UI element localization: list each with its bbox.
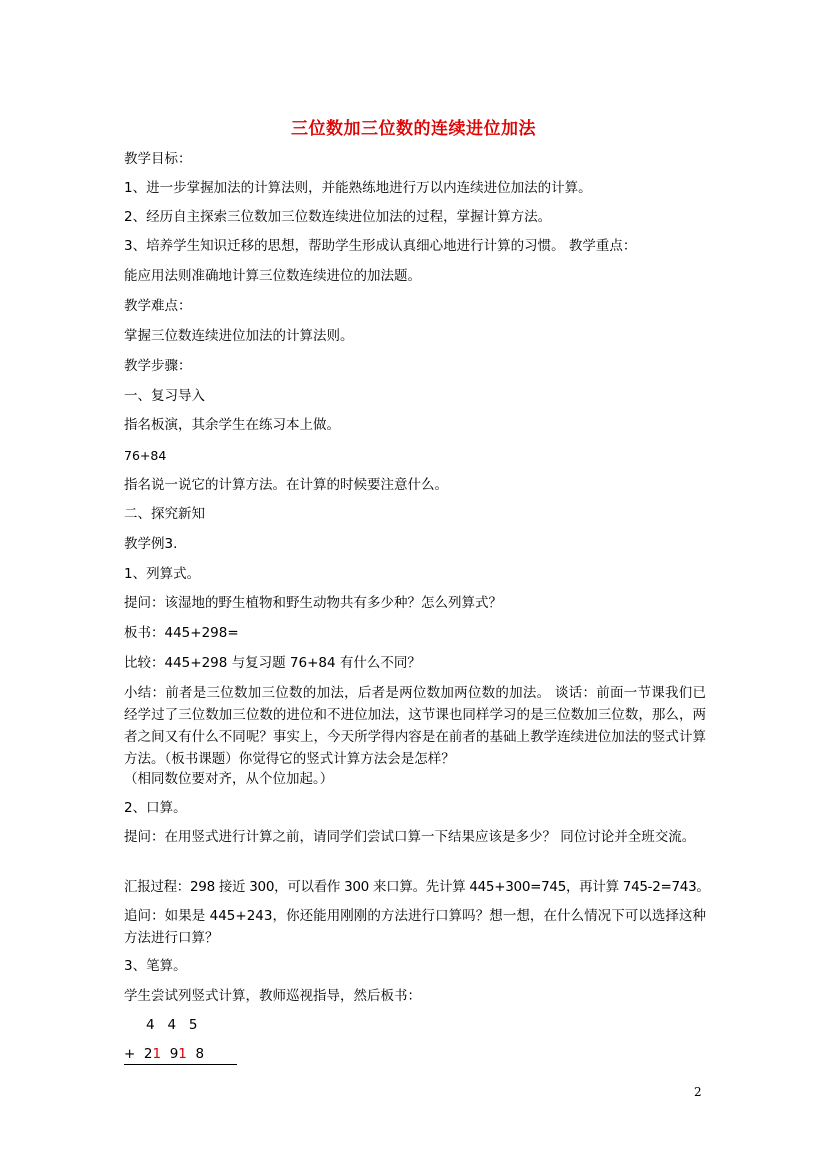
question-paragraph: 提问：在用竖式进行计算之前，请同学们尝试口算一下结果应该是多少？ 同位讨论并全班交流。 xyxy=(124,829,696,845)
text-line: 掌握三位数连续进位加法的计算法则。 xyxy=(124,328,354,344)
text-line: 汇报过程：298 接近 300，可以看作 300 来口算。先计算 445+300=745，再计算 745-2=743。 xyxy=(124,879,710,895)
page-number: 2 xyxy=(694,1085,702,1099)
text-line: 教学例3. xyxy=(124,536,178,552)
carry-digit: 1 xyxy=(178,1046,187,1062)
text-line: 教学目标： xyxy=(124,151,192,167)
text-line: 二、探究新知 xyxy=(124,506,205,522)
text-line: 指名说一说它的计算方法。在计算的时候要注意什么。 xyxy=(124,477,448,493)
carry-digit: 1 xyxy=(152,1046,162,1062)
text-line: 教学难点： xyxy=(124,298,192,314)
text-line: 2、经历自主探索三位数加三位数连续进位加法的过程，掌握计算方法。 xyxy=(124,209,552,225)
text-line: 提问：该湿地的野生植物和野生动物共有多少种？怎么列算式？ xyxy=(124,595,502,611)
text-line: 3、培养学生知识迁移的思想，帮助学生形成认真细心地进行计算的习惯。 教学重点： xyxy=(124,238,637,254)
text-line: 教学步骤： xyxy=(124,358,192,374)
vertical-calc-top-row: 4 4 5 xyxy=(146,1017,198,1033)
document-title: 三位数加三位数的连续进位加法 xyxy=(291,119,536,139)
text-line: （相同数位要对齐，从个位加起。） xyxy=(124,771,334,787)
text-line: 比较：445+298 与复习题 76+84 有什么不同？ xyxy=(124,655,421,671)
text-line: 能应用法则准确地计算三位数连续进位的加法题。 xyxy=(124,268,421,284)
summary-paragraph: 小结：前者是三位数加三位数的加法，后者是两位数加两位数的加法。 谈话：前面一节课我们已经学过了三位数加三位数的进位和不进位加法，这节课也同样学习的是三位数加三位数，那么，两者之间又有什么不同呢？事实上，今天所学得内容是在前者的基础上教学连续进位加法的竖式计算方法。（板书课题）你觉得它的竖式计算方法会是怎样？ xyxy=(124,685,706,767)
text-line: 指名板演，其余学生在练习本上做。 xyxy=(124,417,340,433)
digit: 8 xyxy=(195,1046,205,1062)
text-line: 2、口算。 xyxy=(124,800,187,816)
text-line: 1、进一步掌握加法的计算法则，并能熟练地进行万以内连续进位加法的计算。 xyxy=(124,180,592,196)
digit: 2 xyxy=(143,1046,153,1062)
text-line: 3、笔算。 xyxy=(124,958,187,974)
calc-underline xyxy=(124,1064,237,1065)
plus-sign: + xyxy=(124,1046,136,1062)
text-line: 板书：445+298= xyxy=(124,625,239,641)
vertical-calc-second-row xyxy=(124,1044,204,1064)
text-line: 学生尝试列竖式计算，教师巡视指导，然后板书： xyxy=(124,988,421,1004)
text-line: 1、列算式。 xyxy=(124,566,201,582)
text-line: 一、复习导入 xyxy=(124,388,205,404)
digit: 9 xyxy=(169,1046,179,1062)
text-line: 76+84 xyxy=(124,448,167,463)
followup-paragraph: 追问：如果是 445+243，你还能用刚刚的方法进行口算吗？想一想，在什么情况下可以选择这种方法进行口算？ xyxy=(124,908,706,946)
